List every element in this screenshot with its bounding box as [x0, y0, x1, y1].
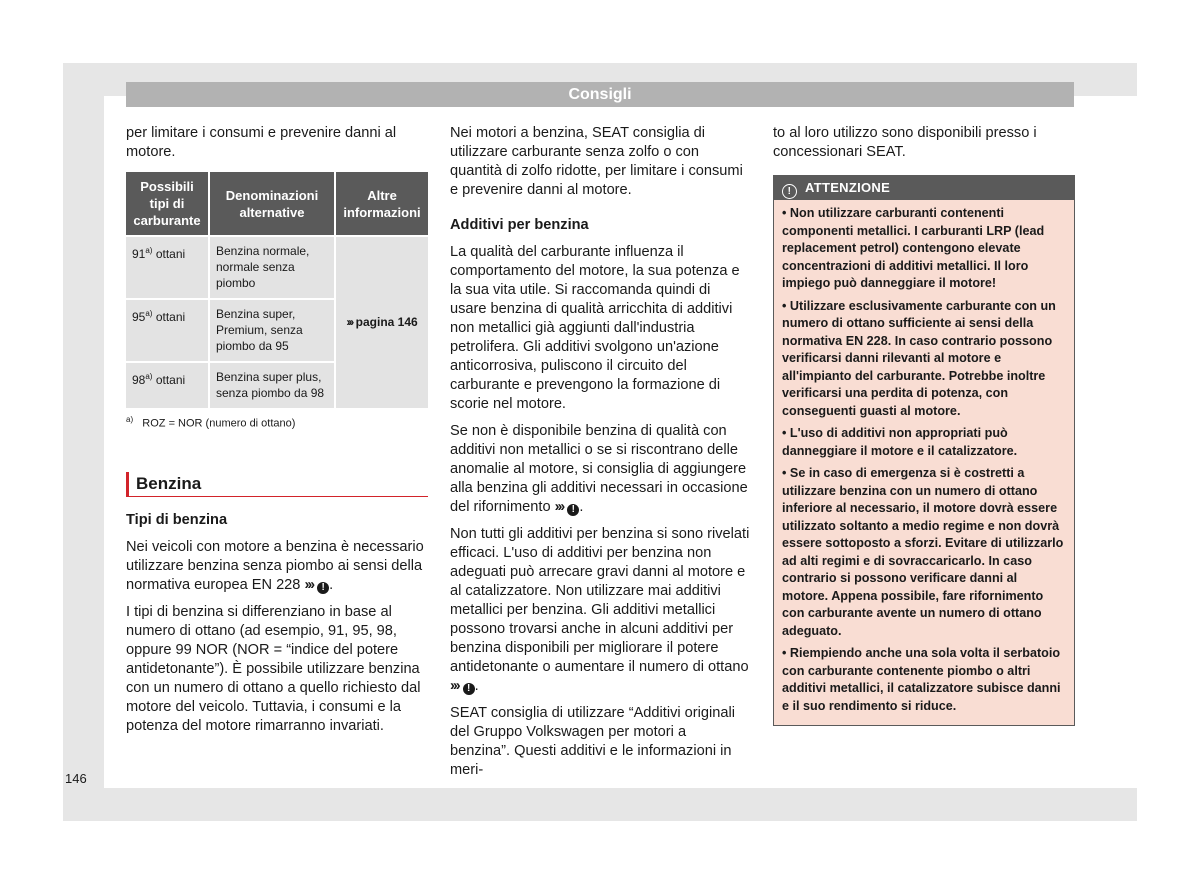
paragraph: Non tutti gli additivi per benzina si sono rivelati efficaci. L'uso di additivi per benzina non adeguati può arrecare gravi danni al motore e al catalizzatore. Non utilizzare mai additivi metallici per benzina. Gli additivi metallici possono trovarsi anche in alcuni additivi per benzina disponibili per migliorare il potere antidetonante o aumentare il numero di ottano ››› ! . — [450, 526, 750, 694]
list-item: • L'uso di additivi non appropriati può danneggiare il motore e il catalizzatore. — [782, 426, 1018, 458]
section-heading: Benzina — [126, 472, 428, 497]
column-3 — [773, 124, 1075, 726]
octane-cell: 98$^{a)}$ ottani — [126, 363, 208, 408]
paragraph: La qualità del carburante influenza il comportamento del motore, la sua potenza e la sua vita utile. Si raccomanda quindi di usare benzina di qualità arricchita di additivi non metallici già aggiunti dall'industria petrolifera. Gli additivi svolgono un'azione anticorrosiva, puliscono il circuito del carburante e prevengono la formazione di scorie nel motore. — [450, 244, 740, 412]
subheading: Additivi per benzina — [450, 217, 589, 233]
alt-name-cell: Benzina super plus, senza piombo da 98 — [210, 363, 334, 408]
table-header: Altre informazioni — [336, 172, 428, 235]
warning-header: ! ATTENZIONE — [774, 176, 1074, 200]
fuel-table — [124, 170, 430, 410]
table-row — [126, 237, 428, 298]
page-number: 146 — [65, 771, 87, 786]
page-reference-link[interactable]: ››› pagina 146 — [336, 237, 428, 408]
list-item: • Se in caso di emergenza si è costretti a utilizzare benzina con un numero di ottano inferiore al necessario, il motore dovrà essere utilizzato soltanto a medio regime e non dovrà essere sottoposto a sforzi. Evitare di utilizzarlo ad alti regimi e di sovraccaricarlo. In caso contrario si possono verificare danni al motore. Appena possibile, fare rifornimento con carburante avente un numero di ottano adeguato. — [782, 466, 1064, 638]
intro-text: per limitare i consumi e prevenire danni al motore. — [126, 125, 397, 160]
table-footnote: $^{a)}$ ROZ = NOR (numero di ottano) — [126, 415, 296, 430]
warning-icon: ! — [567, 504, 579, 516]
warning-icon: ! — [782, 184, 797, 199]
chevron-icon: ››› — [450, 678, 459, 694]
paragraph: Nei veicoli con motore a benzina è necessario utilizzare benzina senza piombo ai sensi della normativa europea EN 228 ››› ! . — [126, 538, 424, 593]
list-item: • Non utilizzare carburanti contenenti componenti metallici. I carburanti LRP (lead replacement petrol) contengono elevate concentrazioni di additivi metallici. Il loro impiego può danneggiare il motore! — [782, 206, 1045, 290]
alt-name-cell: Benzina super, Premium, senza piombo da 95 — [210, 300, 334, 361]
column-2 — [450, 124, 750, 788]
chevron-icon: ››› — [304, 576, 314, 593]
column-1 — [126, 124, 428, 744]
list-item: • Utilizzare esclusivamente carburante con un numero di ottano sufficiente ai sensi della normativa EN 228. In caso contrario possono verificarsi danni rilevanti al motore e all'impianto del carburante. Potrebbe inoltre verificarsi una perdita di potenza, con conseguenti guasti al motore. — [782, 298, 1056, 418]
paragraph: Se non è disponibile benzina di qualità con additivi non metallici o se si riscontrano delle anomalie al motore, si consiglia di aggiungere alla benzina gli additivi necessari in occasione del rifornimento ››› ! . — [450, 423, 748, 515]
paragraph: to al loro utilizzo sono disponibili presso i concessionari SEAT. — [773, 125, 1037, 160]
warning-icon: ! — [463, 683, 475, 695]
list-item: • Riempiendo anche una sola volta il serbatoio con carburante contenente piombo o altri additivi metallici, il catalizzatore subisce danni e il suo rendimento si riduce. — [782, 646, 1061, 713]
warning-body — [774, 200, 1074, 725]
paragraph: Nei motori a benzina, SEAT consiglia di utilizzare carburante senza zolfo o con quantità di zolfo ridotte, per limitare i consumi e prevenire danni al motore. — [450, 125, 743, 198]
paragraph: I tipi di benzina si differenziano in base al numero di ottano (ad esempio, 91, 95, 98, oppure 99 NOR (NOR = “indice del potere antidetonante”). È possibile utilizzare benzina con un numero di ottano a quello richiesto dal motore del veicolo. Tuttavia, i consumi e la potenza del motore rimarranno invariati. — [126, 603, 421, 734]
alt-name-cell: Benzina normale, normale senza piombo — [210, 237, 334, 298]
chevron-icon: ››› — [346, 315, 353, 329]
subheading: Tipi di benzina — [126, 511, 228, 528]
warning-icon: ! — [317, 582, 329, 594]
paragraph: SEAT consiglia di utilizzare “Additivi originali del Gruppo Volkswagen per motori a benzina”. Questi additivi e le informazioni in meri- — [450, 705, 735, 778]
octane-cell: 95$^{a)}$ ottani — [126, 300, 208, 361]
page-title: Consigli — [126, 82, 1074, 107]
table-header-row — [126, 172, 428, 235]
table-header: Possibili tipi di carburante — [126, 172, 208, 235]
warning-box — [773, 175, 1075, 726]
chevron-icon: ››› — [554, 499, 564, 515]
octane-cell: 91$^{a)}$ ottani — [126, 237, 208, 298]
table-header: Denominazioni alternative — [210, 172, 334, 235]
